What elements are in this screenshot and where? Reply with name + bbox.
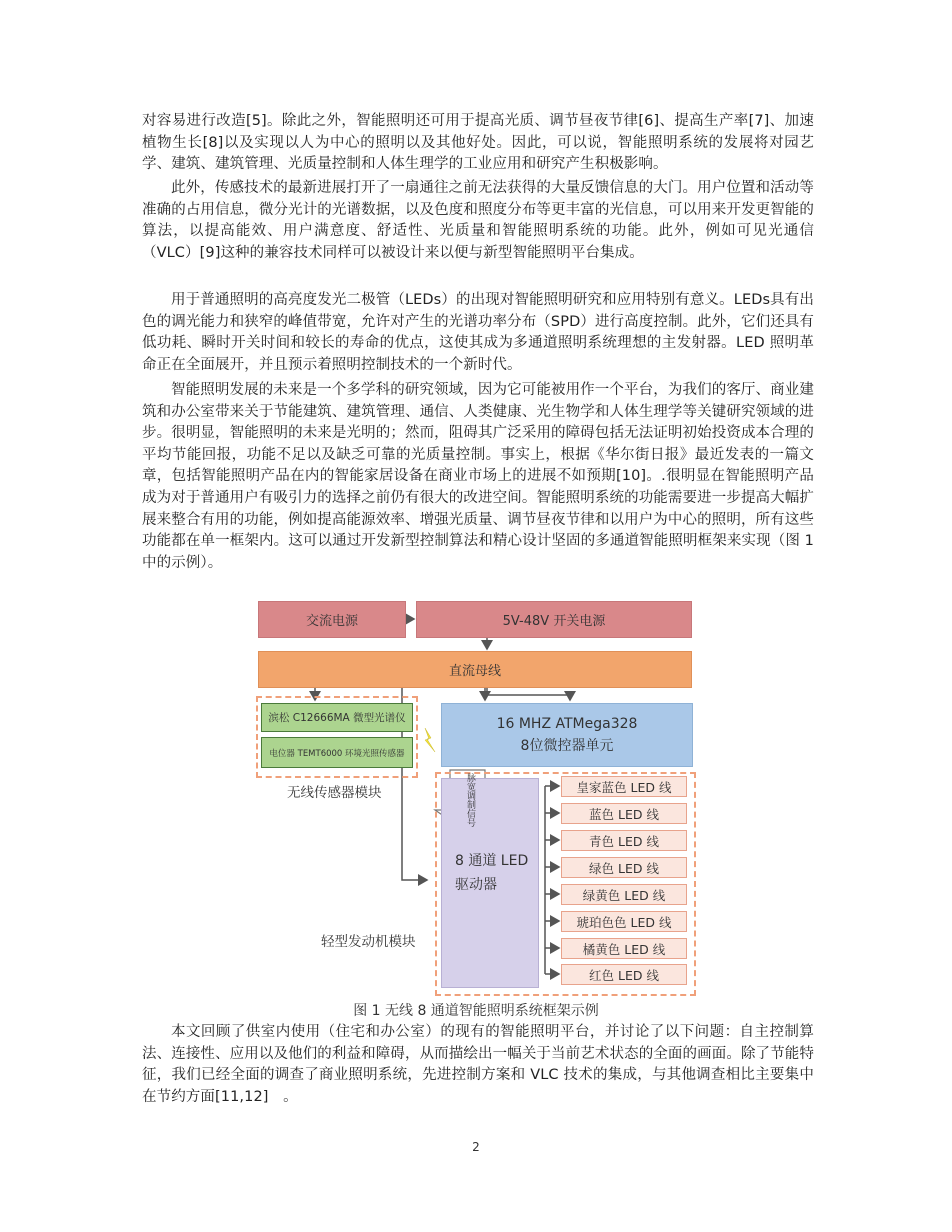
led-line-green: 绿色 LED 线 <box>561 857 687 878</box>
mcu-box <box>441 703 693 767</box>
wireless-lightning-icon <box>425 728 435 752</box>
led-line-royal-blue: 皇家蓝色 LED 线 <box>561 776 687 797</box>
wireless-module-label: 无线传感器模块 <box>287 785 382 801</box>
mcu-title: 16 MHZ ATMega328 <box>496 716 638 732</box>
led-driver-line-1: 8 通道 LED <box>455 853 529 869</box>
dc-bus-box: 直流母线 <box>258 651 692 688</box>
ambient-sensor-box: 电位器 TEMT6000 环境光照传感器 <box>261 737 413 768</box>
paragraph-2: 此外，传感技术的最新进展打开了一扇通往之前无法获得的大量反馈信息的大门。用户位置和活动等准确的占用信息，微分光计的光谱数据，以及色度和照度分布等更丰富的光信息，可以用来开发更智能的算法，以提高能效、用户满意度、舒适性、光质量和智能照明系统的功能。此外，例如可见光通信（VLC）[9]这种的兼容技术同样可以被设计来以便与新型智能照明平台集成。 <box>142 180 814 261</box>
system-framework-figure <box>255 600 697 996</box>
led-line-lime: 绿黄色 LED 线 <box>561 884 687 905</box>
led-line-amber: 琥珀色色 LED 线 <box>561 911 687 932</box>
actuator-module-label: 轻型发动机模块 <box>321 934 416 950</box>
led-line-red: 红色 LED 线 <box>561 964 687 985</box>
figure-caption: 图 1 无线 8 通道智能照明系统框架示例 <box>353 1003 599 1019</box>
mcu-subtitle: 8位微控器单元 <box>520 738 614 754</box>
ac-power-box: 交流电源 <box>258 601 406 638</box>
pwm-signal-label: 脉宽调制信号 <box>465 773 475 827</box>
led-line-blue: 蓝色 LED 线 <box>561 803 687 824</box>
spectrometer-box: 滨松 C12666MA 微型光谱仪 <box>261 703 413 732</box>
psu-box: 5V-48V 开关电源 <box>416 601 692 638</box>
led-line-cyan: 青色 LED 线 <box>561 830 687 851</box>
led-driver-label <box>455 849 528 897</box>
paragraph-4: 智能照明发展的未来是一个多学科的研究领域，因为它可能被用作一个平台，为我们的客厅、商业建筑和办公室带来关于节能建筑、建筑管理、通信、人类健康、光生物学和人体生理学等关键研究领域的进步。很明显，智能照明的未来是光明的；然而，阻碍其广泛采用的障碍包括无法证明初始投资成本合理的平均节能回报，功能不足以及缺乏可靠的光质量控制。事实上，根据《华尔街日报》最近发表的一篇文章，包括智能照明产品在内的智能家居设备在商业市场上的进展不如预期[10]。.很明显在智能照明产品成为对于普通用户有吸引力的选择之前仍有很大的改进空间。智能照明系统的功能需要进一步提高大幅扩展来整合有用的功能，例如提高能源效率、增强光质量、调节昼夜节律和以用户为中心的照明，所有这些功能都在单一框架内。这可以通过开发新型控制算法和精心设计坚固的多通道智能照明框架来实现（图 1 中的示例）。 <box>142 382 814 571</box>
paragraph-5: 本文回顾了供室内使用（住宅和办公室）的现有的智能照明平台，并讨论了以下问题：自主控制算法、连接性、应用以及他们的利益和障碍，从而描绘出一幅关于当前艺术状态的全面的画面。除了节能特征，我们已经全面的调查了商业照明系统，先进控制方案和 VLC 技术的集成，与其他调查相比主要集中在节约方面[11,12] 。 <box>142 1024 814 1105</box>
paragraph-1: 对容易进行改造[5]。除此之外，智能照明还可用于提高光质、调节昼夜节律[6]、提高生产率[7]、加速植物生长[8]以及实现以人为中心的照明以及其他好处。因此，可以说，智能照明系统的发展将对园艺学、建筑、建筑管理、光质量控制和人体生理学的工业应用和研究产生积极影响。 <box>142 113 814 173</box>
led-line-orange: 橘黄色 LED 线 <box>561 938 687 959</box>
led-driver-line-2: 驱动器 <box>455 877 497 893</box>
bus-to-mcu-arrow-2 <box>487 688 570 700</box>
paragraph-3: 用于普通照明的高亮度发光二极管（LEDs）的出现对智能照明研究和应用特别有意义。LEDs具有出色的调光能力和狭窄的峰值带宽，允许对产生的光谱功率分布（SPD）进行高度控制。此外，它们还具有低功耗、瞬时开关时间和较长的寿命的优点，这使其成为多通道照明系统理想的主发射器。LED 照明革命正在全面展开，并且预示着照明控制技术的一个新时代。 <box>142 292 814 373</box>
page-number: 2 <box>472 1140 480 1154</box>
